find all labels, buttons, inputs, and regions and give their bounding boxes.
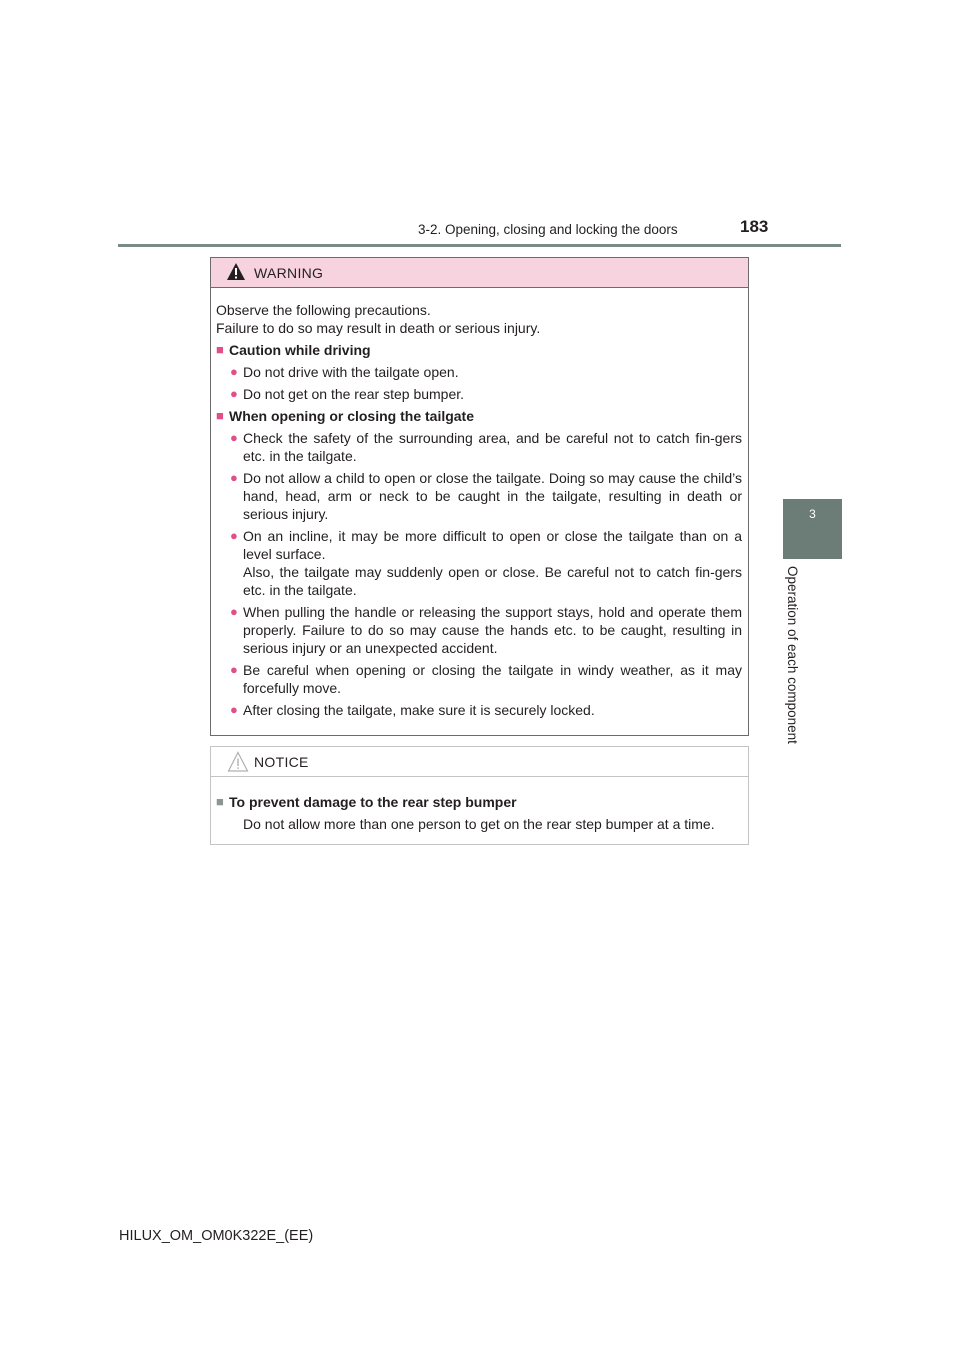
chapter-side-label: Operation of each component [785,566,800,744]
section-heading-text: When opening or closing the tailgate [229,408,475,424]
list-item-line: Also, the tailgate may suddenly open or close. Be careful not to catch fin-gers etc. in the tailgate. [243,564,742,598]
warning-intro [216,301,742,337]
notice-triangle-icon [227,751,249,773]
notice-section-heading [216,793,742,811]
notice-header [211,747,748,777]
warning-section-heading [216,407,742,425]
square-marker-icon: ■ [216,342,224,357]
circle-bullet-icon: ● [230,702,238,717]
list-item-text: Do not allow a child to open or close the tailgate. Doing so may cause the child’s hand, head, arm or neck to be caught in the tailgate, resulting in death or serious injury. [243,470,742,522]
circle-bullet-icon: ● [230,604,238,619]
list-item-text: After closing the tailgate, make sure it is securely locked. [243,702,595,718]
notice-box [210,746,749,845]
circle-bullet-icon: ● [230,364,238,379]
circle-bullet-icon: ● [230,662,238,677]
circle-bullet-icon: ● [230,386,238,401]
list-item-text: When pulling the handle or releasing the support stays, hold and operate them properly. Failure to do so may cause the hands etc. to be caught, resulting in serious injury or an unexpected accident. [243,604,742,656]
header-divider [118,244,841,247]
section-heading-text: Caution while driving [229,342,371,358]
circle-bullet-icon: ● [230,430,238,445]
list-item [216,469,742,523]
warning-body [211,288,748,719]
header-section-title: 3-2. Opening, closing and locking the doors [418,222,678,237]
list-item [216,429,742,465]
list-item [216,385,742,403]
list-item-line: On an incline, it may be more difficult to open or close the tailgate than on a level surface. [243,528,742,562]
list-item-text [243,527,742,599]
warning-intro-line-1: Observe the following precautions. [216,302,431,318]
circle-bullet-icon: ● [230,528,238,543]
warning-box [210,257,749,736]
warning-triangle-icon [226,262,246,282]
square-marker-icon: ■ [216,408,224,423]
list-item [216,701,742,719]
list-item [216,527,742,599]
list-item [216,661,742,697]
notice-title: NOTICE [254,754,309,770]
notice-text: Do not allow more than one person to get on the rear step bumper at a time. [243,816,715,832]
section-heading-text: To prevent damage to the rear step bumper [229,794,517,810]
chapter-tab-number: 3 [809,507,816,521]
page-number: 183 [740,217,769,236]
list-item [216,363,742,381]
warning-header [211,258,748,288]
circle-bullet-icon: ● [230,470,238,485]
notice-body [211,777,748,833]
list-item-text: Do not drive with the tailgate open. [243,364,459,380]
chapter-tab [783,499,842,559]
warning-title: WARNING [254,265,324,281]
list-item-text: Be careful when opening or closing the tailgate in windy weather, as it may forcefully move. [243,662,742,696]
list-item-text: Do not get on the rear step bumper. [243,386,465,402]
warning-intro-line-2: Failure to do so may result in death or serious injury. [216,320,541,336]
warning-section-heading [216,341,742,359]
square-marker-icon: ■ [216,794,224,809]
list-item-text: Check the safety of the surrounding area, and be careful not to catch fin-gers etc. in the tailgate. [243,430,742,464]
document-code: HILUX_OM_OM0K322E_(EE) [119,1228,314,1244]
list-item [216,603,742,657]
